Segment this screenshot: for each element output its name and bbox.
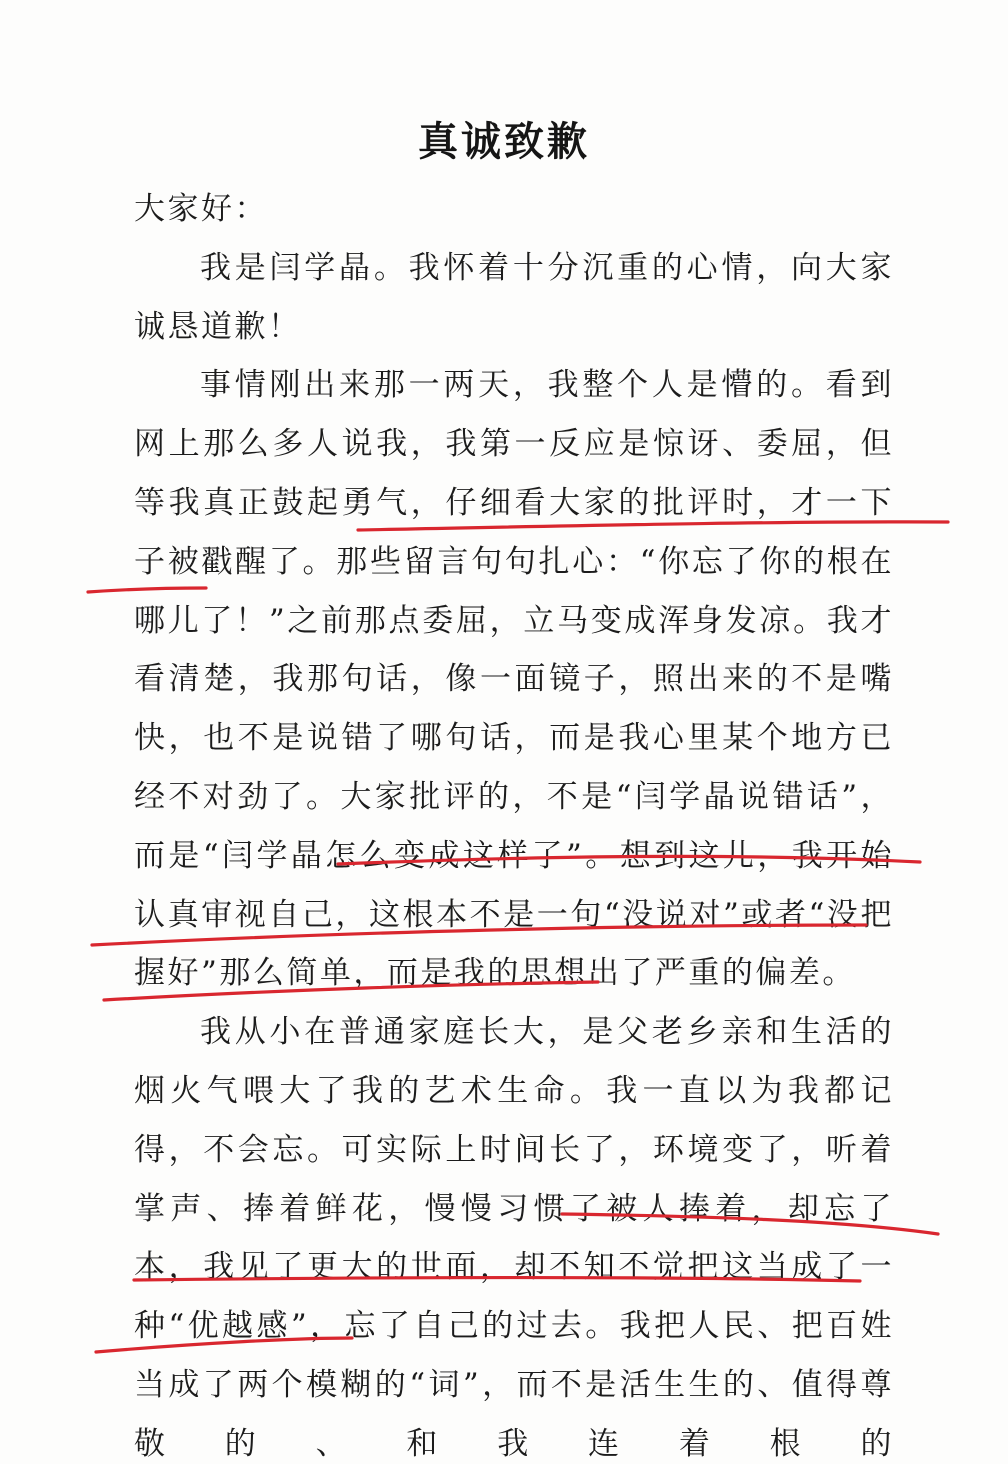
paragraph-1: 我是闫学晶。我怀着十分沉重的心情，向大家诚恳道歉！: [134, 249, 894, 345]
document-body: [134, 180, 894, 1474]
paragraph-2: 事情刚出来那一两天，我整个人是懵的。看到网上那么多人说我，我第一反应是惊讶、委屈，但等我真正鼓起勇气，仔细看大家的批评时，才一下子被戳醒了。那些留言句句扎心：“你忘了你的根在哪儿了！”之前那点委屈，立马变成浑身发凉。我才看清楚，我那句话，像一面镜子，照出来的不是嘴快，也不是说错了哪句话，而是我心里某个地方已经不对劲了。大家批评的，不是“闫学晶说错话”，而是“闫学晶怎么变成这样了”。想到这儿，我开始认真审视自己，这根本不是一句“没说对”或者“没把握好”那么简单，而是我的思想出了严重的偏差。: [134, 367, 894, 992]
greeting: 大家好：: [134, 191, 268, 227]
document-title: 真诚致歉: [418, 118, 590, 165]
paragraph-3: 我从小在普通家庭长大，是父老乡亲和生活的烟火气喂大了我的艺术生命。我一直以为我都记得，不会忘。可实际上时间长了，环境变了，听着掌声、捧着鲜花，慢慢习惯了被人捧着，却忘了本，我见了更大的世面，却不知不觉把这当成了一种“优越感”，忘了自己的过去。我把人民、把百姓当成了两个模糊的“词”，而不是活生生的、值得尊敬的、和我连着根的: [134, 1014, 894, 1462]
